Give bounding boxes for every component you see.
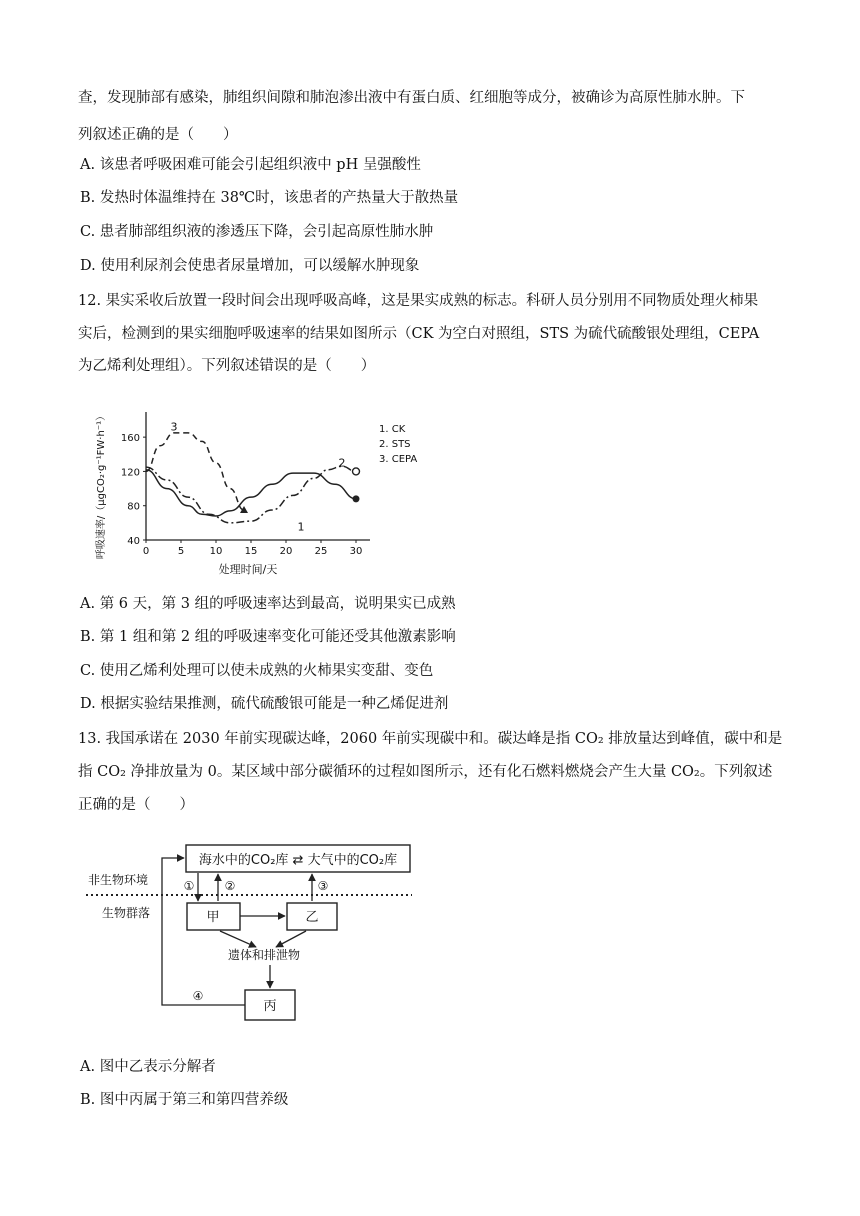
q11-line-1: 查，发现肺部有感染，肺组织间隙和肺泡渗出液中有蛋白质、红细胞等成分，被确诊为高原性肺水肿。下 [78, 90, 745, 106]
legend-entry-1: 1. CK [379, 424, 406, 435]
series-label-2: 2 [338, 456, 346, 470]
series-label-3: 3 [170, 420, 178, 434]
series-2-end-marker [353, 468, 360, 475]
respiration-rate-chart [90, 390, 418, 580]
x-tick-label: 20 [279, 546, 293, 557]
arrow-yi-to-remains [276, 931, 306, 947]
jia-label: 甲 [206, 910, 220, 925]
series-1-end-marker [353, 495, 360, 502]
chart-x-axis-label: 处理时间/天 [218, 563, 278, 576]
series-label-1: 1 [297, 520, 305, 534]
series-line-3 [146, 433, 244, 510]
y-tick-label: 80 [127, 501, 140, 513]
arrow-jia-to-remains [220, 931, 256, 947]
series-line-1 [146, 470, 356, 516]
q13-line-2: 指 CO₂ 净排放量为 0。某区域中部分碳循环的过程如图所示，还有化石燃料燃烧会产生大量 CO₂。下列叙述 [78, 764, 773, 780]
label-2: ② [224, 879, 236, 893]
co2-reservoir-label: 海水中的CO₂库 ⇄ 大气中的CO₂库 [198, 853, 398, 868]
x-tick-label: 30 [349, 546, 363, 557]
biotic-community-label: 生物群落 [102, 906, 151, 920]
x-tick-label: 5 [177, 546, 185, 557]
x-tick-label: 0 [142, 546, 150, 557]
q11-option-a: A. 该患者呼吸困难可能会引起组织液中 pH 呈强酸性 [80, 157, 421, 173]
bing-label: 丙 [263, 999, 277, 1014]
q13-option-b: B. 图中丙属于第三和第四营养级 [80, 1092, 289, 1108]
q11-line-2: 列叙述正确的是（ ） [78, 127, 238, 143]
x-tick-label: 15 [244, 546, 258, 557]
abiotic-environment-label: 非生物环境 [88, 873, 149, 887]
q13-line-3: 正确的是（ ） [78, 797, 194, 813]
q11-option-c: C. 患者肺部组织液的渗透压下降，会引起高原性肺水肿 [80, 224, 434, 240]
q12-line-3: 为乙烯利处理组）。下列叙述错误的是（ ） [78, 358, 376, 374]
series-line-2 [146, 466, 356, 523]
q13-line-1: 13. 我国承诺在 2030 年前实现碳达峰，2060 年前实现碳中和。碳达峰是指 CO₂ 排放量达到峰值，碳中和是 [78, 731, 783, 747]
q12-line-2: 实后，检测到的果实细胞呼吸速率的结果如图所示（CK 为空白对照组，STS 为硫代硫酸银处理组，CEPA [78, 326, 760, 342]
q12-line-1: 12. 果实采收后放置一段时间会出现呼吸高峰，这是果实成熟的标志。科研人员分别用不同物质处理火柿果 [78, 293, 759, 309]
q11-option-b: B. 发热时体温维持在 38℃时，该患者的产热量大于散热量 [80, 190, 459, 206]
q12-option-b: B. 第 1 组和第 2 组的呼吸速率变化可能还受其他激素影响 [80, 629, 456, 645]
y-tick-label: 40 [127, 536, 140, 547]
chart-y-axis-label: 呼吸速率/（μgCO₂·g⁻¹FW·h⁻¹） [96, 410, 107, 560]
y-tick-label: 120 [120, 467, 140, 479]
legend-entry-3: 3. CEPA [379, 454, 418, 465]
chart-series [146, 420, 360, 533]
label-3: ③ [317, 879, 329, 893]
label-4: ④ [192, 989, 204, 1003]
q13-option-a: A. 图中乙表示分解者 [80, 1059, 216, 1075]
q12-option-a: A. 第 6 天，第 3 组的呼吸速率达到最高，说明果实已成熟 [80, 596, 456, 612]
legend-entry-2: 2. STS [379, 439, 411, 450]
q12-option-d: D. 根据实验结果推测，硫代硫酸银可能是一种乙烯促进剂 [80, 696, 449, 712]
label-1: ① [183, 879, 195, 893]
yi-label: 乙 [305, 910, 319, 925]
q11-option-d: D. 使用利尿剂会使患者尿量增加，可以缓解水肿现象 [80, 258, 420, 274]
chart-legend [379, 424, 417, 465]
x-tick-label: 25 [314, 546, 328, 557]
carbon-cycle-diagram [80, 835, 420, 1030]
remains-label: 遗体和排泄物 [227, 948, 301, 962]
q12-option-c: C. 使用乙烯利处理可以使未成熟的火柿果实变甜、变色 [80, 663, 434, 679]
x-tick-label: 10 [209, 546, 223, 557]
y-tick-label: 160 [120, 433, 140, 445]
